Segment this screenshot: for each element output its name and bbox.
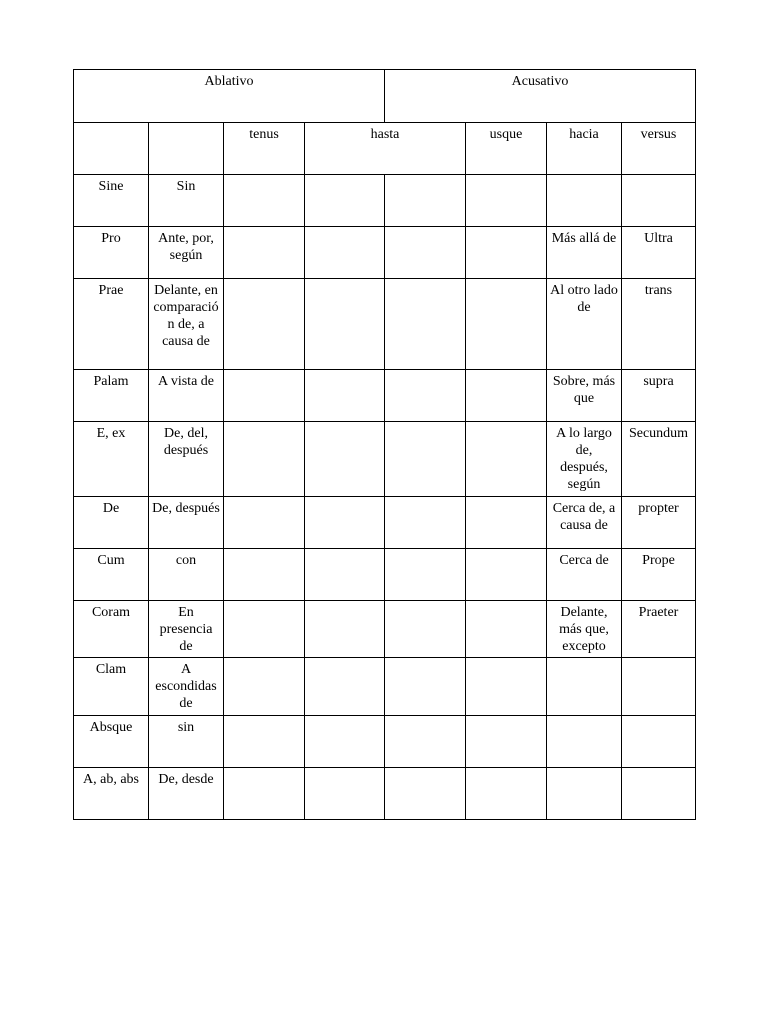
empty-cell bbox=[224, 601, 305, 658]
acusativo-meaning: Cerca de, a causa de bbox=[547, 497, 622, 549]
empty-cell bbox=[385, 370, 466, 422]
empty-cell bbox=[466, 175, 547, 227]
empty-cell bbox=[305, 370, 385, 422]
ablativo-meaning: A vista de bbox=[149, 370, 224, 422]
ablativo-meaning: Sin bbox=[149, 175, 224, 227]
empty-cell bbox=[305, 716, 385, 768]
table-row bbox=[74, 175, 696, 227]
ablativo-preposition: Pro bbox=[74, 227, 149, 279]
ablativo-meaning: Delante, en comparación de, a causa de bbox=[149, 279, 224, 370]
acusativo-meaning: Sobre, más que bbox=[547, 370, 622, 422]
ablativo-meaning: De, después bbox=[149, 497, 224, 549]
table-row bbox=[74, 370, 696, 422]
ablativo-preposition: Prae bbox=[74, 279, 149, 370]
acusativo-meaning: A lo largo de, después, según bbox=[547, 422, 622, 497]
ablativo-preposition: A, ab, abs bbox=[74, 768, 149, 820]
acusativo-meaning bbox=[547, 175, 622, 227]
empty-cell bbox=[466, 549, 547, 601]
empty-cell bbox=[385, 768, 466, 820]
empty-cell bbox=[224, 370, 305, 422]
subheader-cell-hacia: hacia bbox=[547, 123, 622, 175]
acusativo-meaning: Al otro lado de bbox=[547, 279, 622, 370]
empty-cell bbox=[466, 658, 547, 716]
empty-cell bbox=[385, 601, 466, 658]
ablativo-preposition: Coram bbox=[74, 601, 149, 658]
empty-cell bbox=[466, 279, 547, 370]
ablativo-preposition: Sine bbox=[74, 175, 149, 227]
ablativo-meaning: con bbox=[149, 549, 224, 601]
empty-cell bbox=[305, 422, 385, 497]
empty-cell bbox=[224, 279, 305, 370]
acusativo-preposition: supra bbox=[622, 370, 696, 422]
empty-cell bbox=[385, 658, 466, 716]
empty-cell bbox=[466, 497, 547, 549]
ablativo-preposition: Absque bbox=[74, 716, 149, 768]
header-row bbox=[74, 70, 696, 123]
ablativo-meaning: En presencia de bbox=[149, 601, 224, 658]
acusativo-meaning bbox=[547, 716, 622, 768]
acusativo-meaning: Más allá de bbox=[547, 227, 622, 279]
ablativo-header: Ablativo bbox=[74, 70, 385, 123]
empty-cell bbox=[305, 768, 385, 820]
empty-cell bbox=[466, 768, 547, 820]
empty-cell bbox=[466, 422, 547, 497]
acusativo-preposition: Prope bbox=[622, 549, 696, 601]
empty-cell bbox=[224, 175, 305, 227]
prepositions-table bbox=[73, 69, 696, 820]
ablativo-preposition: Palam bbox=[74, 370, 149, 422]
acusativo-preposition: Praeter bbox=[622, 601, 696, 658]
subheader-row bbox=[74, 123, 696, 175]
empty-cell bbox=[385, 497, 466, 549]
acusativo-meaning bbox=[547, 658, 622, 716]
ablativo-preposition: De bbox=[74, 497, 149, 549]
acusativo-meaning: Delante, más que, excepto bbox=[547, 601, 622, 658]
subheader-cell-hasta: hasta bbox=[305, 123, 466, 175]
acusativo-preposition bbox=[622, 175, 696, 227]
empty-cell bbox=[305, 549, 385, 601]
empty-cell bbox=[385, 175, 466, 227]
ablativo-meaning: Ante, por, según bbox=[149, 227, 224, 279]
subheader-cell bbox=[149, 123, 224, 175]
empty-cell bbox=[466, 601, 547, 658]
ablativo-meaning: A escondidas de bbox=[149, 658, 224, 716]
empty-cell bbox=[224, 768, 305, 820]
empty-cell bbox=[305, 279, 385, 370]
acusativo-preposition: trans bbox=[622, 279, 696, 370]
ablativo-preposition: E, ex bbox=[74, 422, 149, 497]
acusativo-preposition bbox=[622, 658, 696, 716]
subheader-cell-versus: versus bbox=[622, 123, 696, 175]
acusativo-header: Acusativo bbox=[385, 70, 696, 123]
empty-cell bbox=[224, 497, 305, 549]
acusativo-preposition: propter bbox=[622, 497, 696, 549]
empty-cell bbox=[224, 716, 305, 768]
empty-cell bbox=[305, 658, 385, 716]
empty-cell bbox=[385, 549, 466, 601]
subheader-cell-usque: usque bbox=[466, 123, 547, 175]
ablativo-preposition: Clam bbox=[74, 658, 149, 716]
empty-cell bbox=[385, 227, 466, 279]
acusativo-preposition: Ultra bbox=[622, 227, 696, 279]
table-row bbox=[74, 768, 696, 820]
acusativo-preposition bbox=[622, 716, 696, 768]
table-row bbox=[74, 497, 696, 549]
acusativo-meaning bbox=[547, 768, 622, 820]
table-row bbox=[74, 716, 696, 768]
subheader-cell-tenus: tenus bbox=[224, 123, 305, 175]
ablativo-preposition: Cum bbox=[74, 549, 149, 601]
empty-cell bbox=[305, 175, 385, 227]
table-row bbox=[74, 658, 696, 716]
empty-cell bbox=[305, 227, 385, 279]
empty-cell bbox=[224, 658, 305, 716]
empty-cell bbox=[305, 497, 385, 549]
table-row bbox=[74, 422, 696, 497]
table-row bbox=[74, 549, 696, 601]
empty-cell bbox=[466, 370, 547, 422]
acusativo-preposition bbox=[622, 768, 696, 820]
table-row bbox=[74, 227, 696, 279]
table-row bbox=[74, 601, 696, 658]
ablativo-meaning: De, del, después bbox=[149, 422, 224, 497]
empty-cell bbox=[305, 601, 385, 658]
table-row bbox=[74, 279, 696, 370]
acusativo-meaning: Cerca de bbox=[547, 549, 622, 601]
empty-cell bbox=[466, 227, 547, 279]
empty-cell bbox=[224, 422, 305, 497]
empty-cell bbox=[224, 549, 305, 601]
subheader-cell bbox=[74, 123, 149, 175]
ablativo-meaning: De, desde bbox=[149, 768, 224, 820]
empty-cell bbox=[385, 279, 466, 370]
empty-cell bbox=[466, 716, 547, 768]
ablativo-meaning: sin bbox=[149, 716, 224, 768]
acusativo-preposition: Secundum bbox=[622, 422, 696, 497]
empty-cell bbox=[224, 227, 305, 279]
empty-cell bbox=[385, 716, 466, 768]
empty-cell bbox=[385, 422, 466, 497]
